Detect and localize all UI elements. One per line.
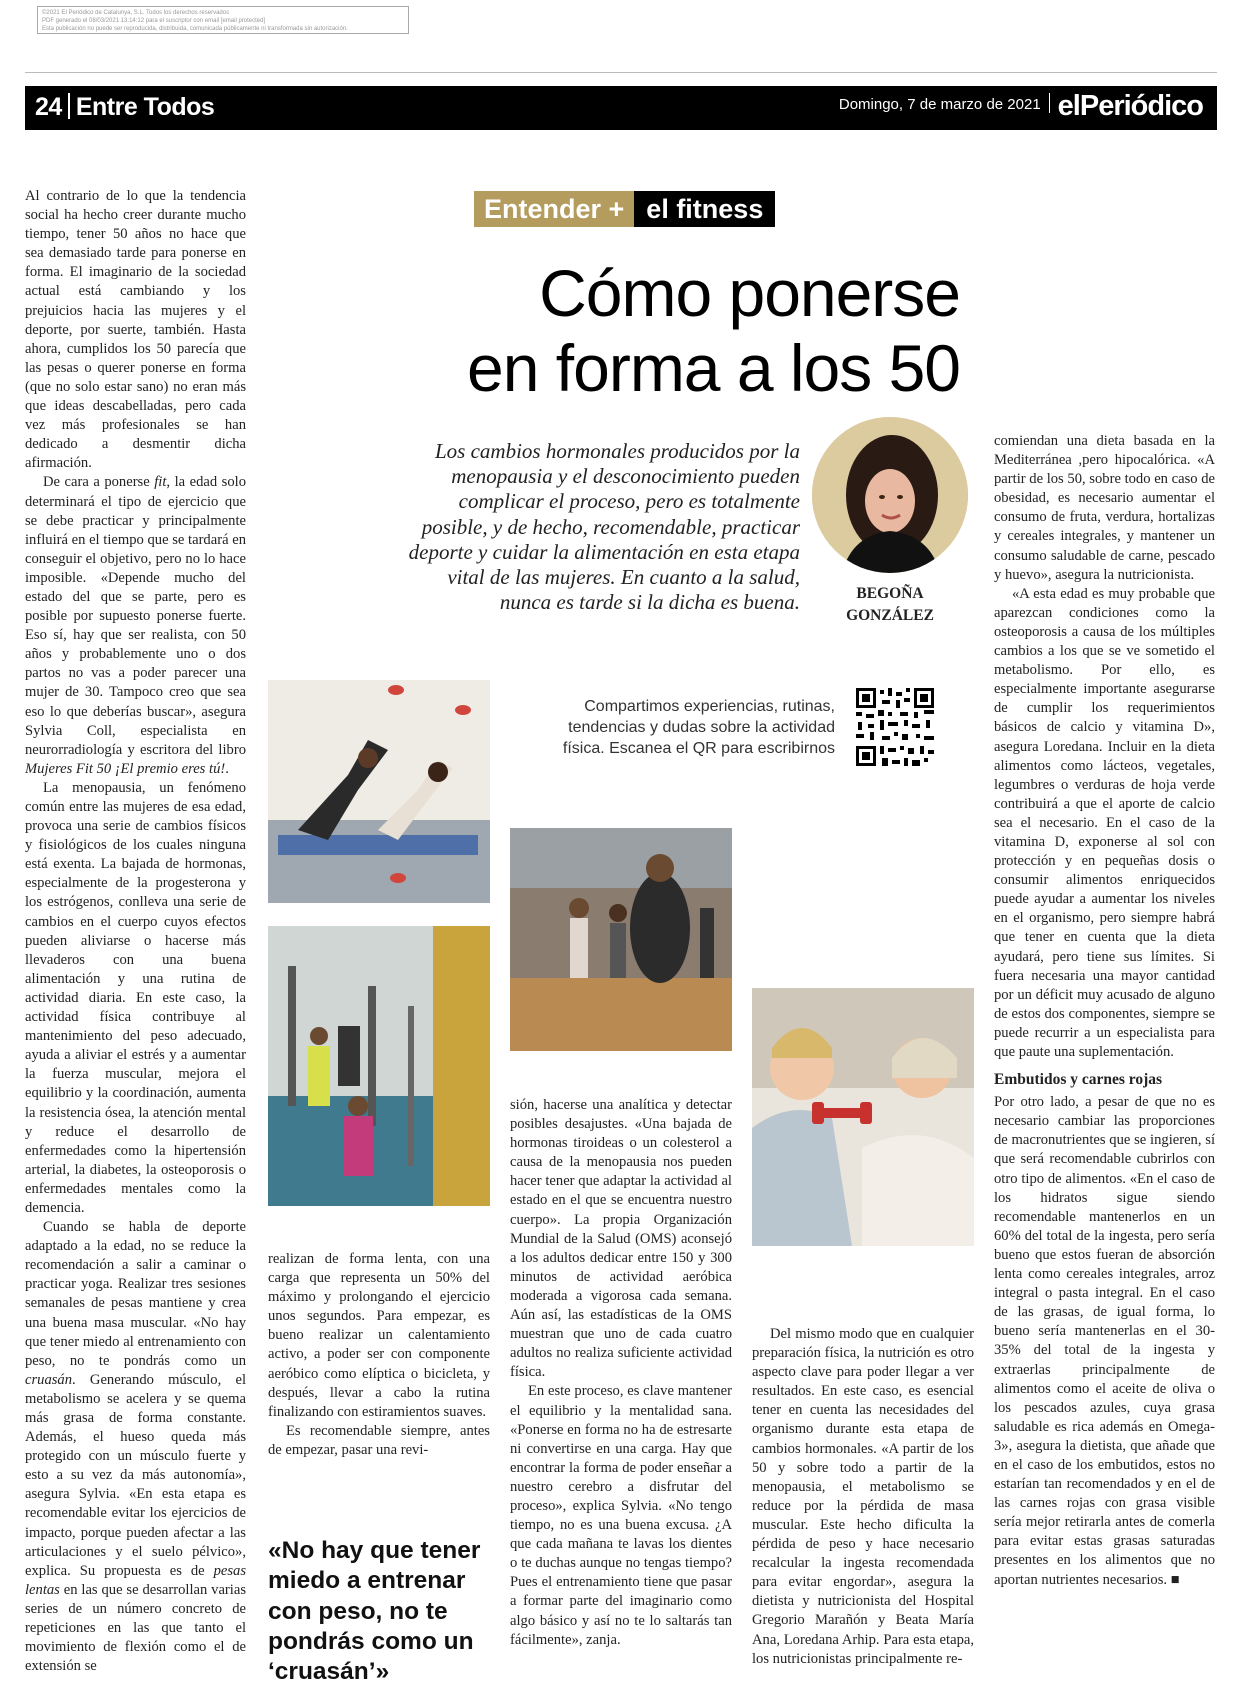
copyright-line-1: ©2021 El Periódico de Catalunya, S.L. Todos los derechos reservados (42, 10, 230, 16)
share-call-to-action: Compartimos experiencias, rutinas, tendencias y dudas sobre la actividad física. Escanea el QR para escribirnos (562, 698, 835, 757)
col2-paragraph-1: realizan de forma lenta, con una carga que representa un 50% del máximo y prolongando el ejercicio unos segundos. Para empezar, es bueno realizar un calentamiento activo, a poder ser con componente aeróbico como elíptica o bicicleta, y después, llevar a cabo la rutina finalizando con estiramientos suaves. (268, 1251, 490, 1420)
author-first-name: BEGOÑA (856, 585, 924, 602)
photo-women-dumbbells (752, 988, 974, 1246)
end-mark-icon: ■ (1170, 1571, 1180, 1588)
photo-aerobics-class (510, 828, 732, 1051)
article-column-1 (25, 187, 246, 1676)
col1-paragraph-4 (25, 1218, 246, 1676)
masthead-separator-2 (1049, 93, 1050, 113)
author-name (812, 583, 968, 627)
author-last-name: GONZÁLEZ (846, 607, 934, 624)
issue-date: Domingo, 7 de marzo de 2021 (838, 96, 1041, 113)
copyright-notice (37, 6, 409, 34)
article-column-5 (994, 432, 1215, 1590)
col1-p4-cruasan: cruasán (25, 1371, 73, 1388)
masthead-left (35, 93, 214, 122)
page-number: 24 (35, 93, 62, 121)
qr-code-graphic (856, 688, 934, 766)
section-tag (474, 191, 775, 227)
article-column-4 (752, 1325, 974, 1669)
top-divider (25, 72, 1217, 73)
tag-entender: Entender + (474, 191, 634, 227)
copyright-line-3: Esta publicación no puede ser reproducida, distribuida, comunicada públicamente ni transformada sin autorización. (42, 26, 348, 32)
copyright-line-2: PDF generado el 08/03/2021 13:14:12 para el suscriptor con email [email protected] (42, 18, 266, 24)
col5-paragraph-2: «A esta edad es muy probable que aparezcan condiciones como la osteoporosis a causa de los múltiples cambios a los que se ve sometido el metabolismo. Por ello, es especialmente importante asegurarse de cumplir los requerimientos básicos de calcio y vitamina D», asegura Loredana. Incluir en la dieta alimentos como lácteos, vegetales, legumbres o verduras de hoja verde contribuirá a que el aporte de calcio sea el necesario. En el caso de la vitamina D, exponerse al sol con protección y en pequeñas dosis o consumir alimentos enriquecidos puede ayudar a aumentar los niveles en el organismo, pero siempre habrá que tener en cuenta que la dieta ayudará, pero tiene sus límites. Si fuera necesaria una mayor cantidad por un déficit muy acusado de alguno de estos dos componentes, siempre se puede recurrir a un especialista para que paute una suplementación. (994, 585, 1215, 1060)
col1-paragraph-1: Al contrario de lo que la tendencia social ha hecho creer durante mucho tiempo, tener 50 años no hace que sea demasiado tarde para ponerse en forma. El imaginario de la sociedad actual está cambiando y los prejuicios hacia las mujeres y el deporte, por suerte, también. Hasta ahora, cumplidos los 50 parecía que las pesas o querer ponerse en forma (que no solo estar sano) no eran más que ideas descabelladas, pero cada vez más profesionales se han dedicado a desmentir dicha afirmación. (25, 188, 246, 472)
article-column-2 (268, 1250, 490, 1460)
col4-paragraph-1: Del mismo modo que en cualquier preparación física, la nutrición es otro aspecto clave para poder llegar a ver resultados. En este caso, es esencial tener en cuenta las necesidades del organismo durante esta etapa de cambios hormonales. «A partir de los 50 y sobre todo a partir de la menopausia, el metabolismo se reduce por la pérdida de masa muscular. Este hecho dificulta la pérdida de peso y hace necesario recalcular la ingesta recomendada para evitar engordar», asegura la dietista y nutricionista del Hospital Gregorio Marañón y Beata María Ana, Loredana Arhip. Para esta etapa, los nutricionistas principalmente re- (752, 1326, 974, 1667)
col1-p2-b: , la edad solo determinará el tipo de ejercicio que se debe practicar y principalmente influirá en el tiempo que se tardará en conseguir el objetivo, pero no lo hace imposible. «Depende mucho del estado del que se parte, pero es posible por supuesto ponerse fuerte. Eso sí, hay que ser realista, con 50 años y probablemente uno o dos partos no vas a poder parecer una mujer de 30. Tampoco creo que sea eso lo que deberías buscar», asegura Sylvia Coll, especialista en neurorradiología y escritora del libro (25, 474, 246, 758)
headline-line-1: Cómo ponerse (539, 256, 960, 330)
col3-paragraph-1: sión, hacerse una analítica y detectar posibles desajustes. «Una bajada de hormonas tiroideas o un colesterol a causa de la menopausia nos pueden hacer tener que adaptar la actividad al estado en el que se encuentra nuestro cuerpo». La propia Organización Mundial de la Salud (OMS) aconsejó a los adultos dedicar entre 150 y 300 minutos de actividad aeróbica moderada a vigorosa cada semana. Aún así, las estadísticas de la OMS muestran que uno de cada cuatro adultos no realiza suficiente actividad física. (510, 1097, 732, 1381)
col1-p2-a: De cara a ponerse (43, 474, 155, 491)
col1-p4-b: . Generando músculo, el metabolismo se acelera y se quema más grasa de forma constante. Además, el hueso queda más protegido con un músculo fuerte y esto a su vez da más autonomía», asegura Sylvia. «En esta etapa es recomendable evitar los ejercicios de impacto, porque pueden afectar a las articulaciones y el suelo pélvico», explica. Su propuesta es de (25, 1371, 246, 1579)
headline (380, 256, 960, 406)
tag-fitness: el fitness (634, 191, 775, 227)
col1-p2-fit: fit (154, 474, 167, 491)
pull-quote: «No hay que tener miedo a entrenar con peso, no te pondrás como un ‘cruasán’» (268, 1537, 481, 1686)
brand-logo: elPeriódico (1057, 90, 1203, 122)
col1-p2-book-title: Mujeres Fit 50 ¡El premio eres tú! (25, 760, 226, 777)
masthead-separator (68, 93, 70, 119)
headline-line-2: en forma a los 50 (467, 331, 960, 405)
masthead-right (839, 90, 1203, 123)
col2-paragraph-2: Es recomendable siempre, antes de empezar, pasar una revi- (268, 1422, 490, 1458)
article-column-3 (510, 1096, 732, 1650)
col1-p4-c: en las que se desarrollan varias series de un número concreto de repeticiones en las que tanto el movimiento de flexión como el de extensión se (25, 1581, 246, 1675)
author-portrait-illustration (812, 417, 968, 573)
lead-paragraph: Los cambios hormonales producidos por la menopausia y el desconocimiento pueden complicar el proceso, pero es totalmente posible, y de hecho, recomendable, practicar deporte y cuidar la alimentación en esta etapa vital de las mujeres. En cuanto a la salud, nunca es tarde si la dicha es buena. (408, 439, 800, 615)
col5-p3-text: Por otro lado, a pesar de que no es necesario cambiar las proporciones de macronutrientes que se ingieren, sí que será recomendable cubrirlos con otro tipo de alimentos. «En el caso de los hidratos sigue siendo recomendable mantenerlos en un 60% del total de la ingesta, pero sería bueno que estos fueran de absorción lenta como cereales integrales, arroz integral o pasta integral. En el caso de las grasas, de igual forma, lo bueno sería mantenerlas en el 30-35% del total de la ingesta y extraerlas principalmente de alimentos como el aceite de oliva o los pescados azules, cuya grasa saludable es rica además en Omega-3», asegura la dietista, que añade que en el caso de los embutidos, estos no estarían tan recomendados y en el de las carnes rojas con grasa visible sería mejor retirarla antes de comerla para evitar estas grasas saturadas presentes en los alimentos que no aportan nutrientes necesarios. (994, 1094, 1215, 1588)
masthead (25, 86, 1217, 130)
col3-paragraph-2: En este proceso, es clave mantener el equilibrio y la mentalidad sana. «Ponerse en forma no ha de estresarte ni convertirse en una carga. Hay que encontrar la forma de poder enseñar a nuestro cerebro a disfrutar del proceso», explica Sylvia. «No tengo tiempo, no es una buena excusa. ¿A que cada mañana te lavas los dientes o te duchas aunque no tengas tiempo? Pues el entrenamiento tiene que pasar a formar parte del imaginario como algo básico y así no te lo saltarás tan fácilmente», zanja. (510, 1383, 732, 1648)
photo-gym-machines (268, 926, 490, 1206)
col1-paragraph-2 (25, 473, 246, 779)
col1-p4-pesas-lentas: pesas lentas (25, 1562, 246, 1598)
section-subhead: Embutidos y carnes rojas (994, 1071, 1163, 1089)
col5-paragraph-3 (994, 1093, 1215, 1589)
section-name: Entre Todos (75, 93, 215, 121)
qr-code-icon[interactable] (856, 688, 934, 766)
col1-paragraph-3: La menopausia, un fenómeno común entre las mujeres de esa edad, provoca una serie de cambios físicos y fisiológicos de los cuales ninguna está exenta. La bajada de hormonas, especialmente de la progesterona y los estrógenos, conlleva una serie de cambios en el cuerpo cuyos efectos pueden aliviarse o hacerse más llevaderos con una buena alimentación y una rutina de actividad diaria. En este caso, la actividad física contribuye al mantenimiento del peso adecuado, ayuda a aliviar el estrés y a aumentar la fuerza muscular, mejora el equilibrio y la coordinación, aumenta la resistencia ósea, la atención mental y reduce el desarrollo de enfermedades como la hipertensión arterial, la diabetes, la osteoporosis o enfermedades mentales como la demencia. (25, 779, 246, 1216)
author-photo (812, 417, 968, 573)
col5-paragraph-1: comiendan una dieta basada en la Mediterránea ,pero hipocalórica. «A partir de los 50, sobre todo en caso de obesidad, es necesario aumentar el consumo de fruta, verdura, hortalizas y cereales integrales, y mantener un consumo saludable de carne, pescado y huevo», asegura la nutricionista. (994, 433, 1215, 583)
col1-p4-a: Cuando se habla de deporte adaptado a la edad, no se reduce la recomendación a salir a caminar o practicar yoga. Realizar tres sesiones semanales de pesas mantiene y crea una buena masa muscular. «No hay que tener miedo al entrenamiento con peso, no te pondrás como un (25, 1219, 246, 1369)
col1-p2-c: . (225, 760, 229, 777)
photo-yoga-side-plank (268, 680, 490, 903)
